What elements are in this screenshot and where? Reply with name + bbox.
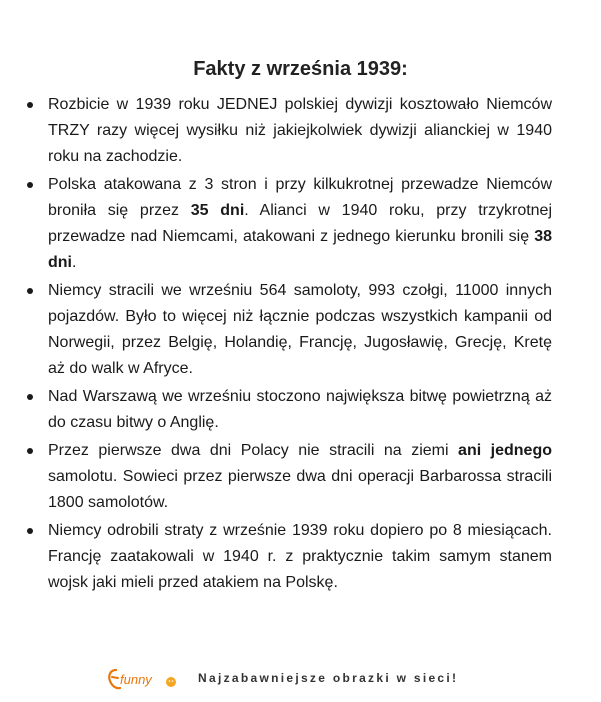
fact-emphasis: ani jednego (458, 442, 552, 459)
bullet-icon (27, 102, 33, 108)
fact-item (22, 384, 552, 436)
logo-text: funny (120, 672, 152, 687)
fact-item (22, 172, 552, 276)
footer (0, 662, 601, 696)
tagline: Najzabawniejsze obrazki w sieci! (198, 671, 459, 685)
fact-emphasis: 38 dni (48, 228, 552, 271)
bullet-icon (27, 448, 33, 454)
fact-text: . Alianci w 1940 roku, przy trzykrotnej przewadze nad Niemcami, atakowani z jednego kierunku bronili się (48, 202, 553, 245)
fact-text: Niemcy odrobili straty z wrześnie 1939 roku dopiero po 8 miesiącach. Francję zaatakowali w 1940 r. z praktycznie takim samym stanem wojsk jaki mieli przed atakiem na Polskę. (48, 522, 552, 591)
bullet-icon (27, 394, 33, 400)
fact-item (22, 92, 552, 170)
page-title: Fakty z września 1939: (193, 58, 408, 80)
fact-emphasis: 35 dni (190, 202, 245, 219)
bullet-icon (27, 182, 33, 188)
fact-text: Rozbicie w 1939 roku JEDNEJ polskiej dywizji kosztowało Niemców TRZY razy więcej wysiłku niż jakiejkolwiek dywizji alianckiej w 1940 roku na zachodzie. (48, 96, 552, 165)
funny-logo (106, 664, 180, 694)
fact-text: . (72, 254, 77, 271)
fact-item (22, 278, 552, 382)
fact-item (22, 518, 552, 596)
bullet-icon (27, 288, 33, 294)
fact-text: Nad Warszawą we wrześniu stoczono największa bitwę powietrzną aż do czasu bitwy o Anglię. (48, 388, 552, 431)
fact-text: Polska atakowana z 3 stron i przy kilkukrotnej przewadze Niemców broniła się przez (48, 176, 552, 219)
facts-list (22, 92, 552, 598)
fact-item (22, 438, 552, 516)
logo-dot-icon (166, 677, 176, 687)
fact-text: Przez pierwsze dwa dni Polacy nie stracili na ziemi (48, 442, 459, 459)
bullet-icon (27, 528, 33, 534)
fact-text: samolotu. Sowieci przez pierwsze dwa dni operacji Barbarossa stracili 1800 samolotów. (48, 468, 552, 511)
fact-text: Niemcy stracili we wrześniu 564 samoloty, 993 czołgi, 11000 innych pojazdów. Było to więcej niż łącznie podczas wszystkich kampanii od Norwegii, przez Belgię, Holandię, Francję, Jugosławię, Grecję, Kretę aż do walk w Afryce. (48, 282, 552, 377)
